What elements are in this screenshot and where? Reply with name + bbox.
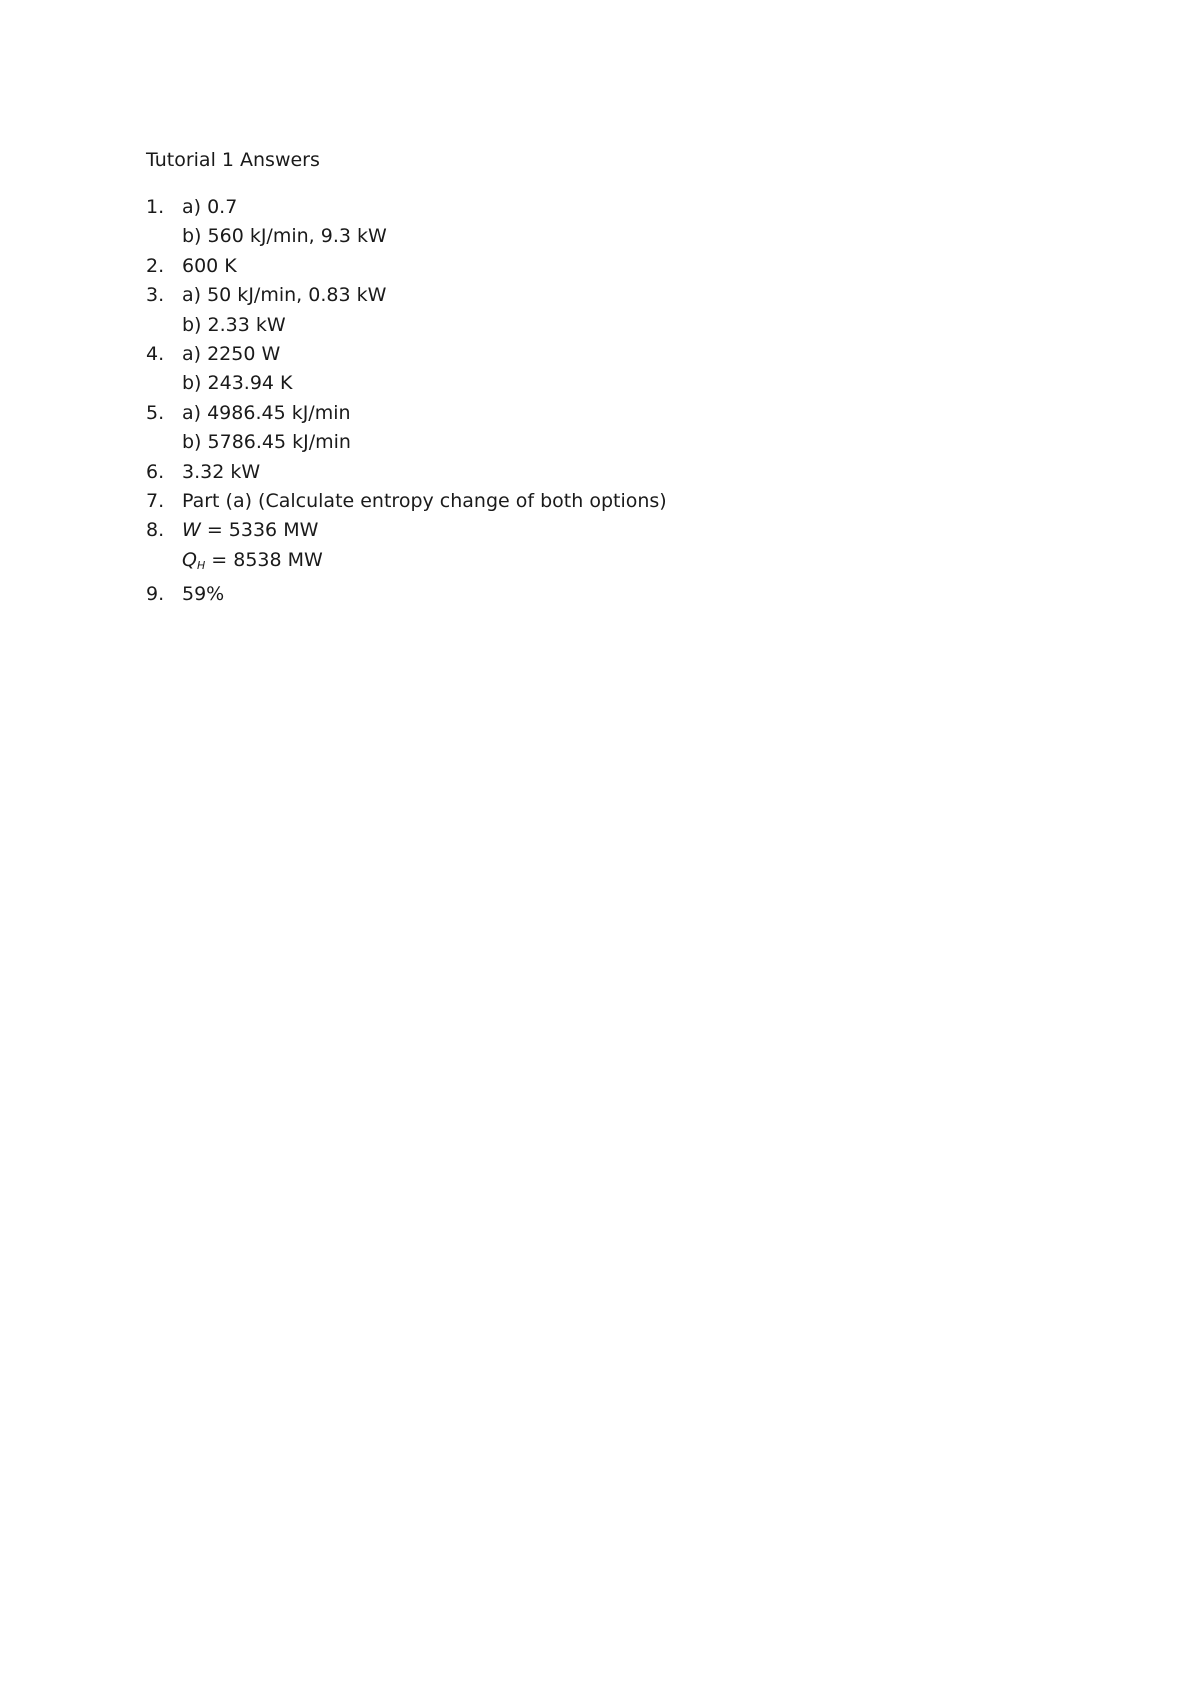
answer-item-7 <box>146 487 667 516</box>
answer-list <box>146 193 667 610</box>
heat-subscript: H <box>196 558 206 572</box>
heat-value: = 8538 MW <box>205 548 323 571</box>
answer-item-9 <box>146 580 667 609</box>
answer-line-work <box>182 516 323 545</box>
answer-number: 9. <box>146 583 165 606</box>
answer-line: a) 50 kJ/min, 0.83 kW <box>182 284 387 307</box>
answer-line: b) 2.33 kW <box>182 313 286 336</box>
answer-line-heat <box>182 546 323 580</box>
answer-line: a) 2250 W <box>182 343 281 366</box>
answer-number: 2. <box>146 254 165 277</box>
answer-number: 1. <box>146 196 165 218</box>
answer-item-2 <box>146 252 667 281</box>
answer-line: Part (a) (Calculate entropy change of both options) <box>182 490 667 513</box>
answer-item-4 <box>146 340 667 399</box>
answer-number: 4. <box>146 343 165 366</box>
answer-line: b) 560 kJ/min, 9.3 kW <box>182 225 387 248</box>
answer-line: b) 243.94 K <box>182 372 293 395</box>
work-symbol: W <box>182 519 201 542</box>
answer-number: 8. <box>146 519 165 542</box>
answer-number: 6. <box>146 460 165 483</box>
answer-line: a) 4986.45 kJ/min <box>182 401 351 424</box>
answer-item-6 <box>146 458 667 487</box>
answer-item-3 <box>146 281 667 340</box>
answer-number: 3. <box>146 284 165 307</box>
work-value: = 5336 MW <box>200 519 319 542</box>
answer-item-1 <box>146 193 667 252</box>
answer-line: a) 0.7 <box>182 196 238 218</box>
answer-line: 3.32 kW <box>182 460 261 483</box>
answer-item-8 <box>146 516 667 580</box>
heat-symbol: Q <box>182 548 197 571</box>
answer-line: 59% <box>182 583 225 606</box>
answer-number: 7. <box>146 490 165 513</box>
answer-line: 600 K <box>182 254 237 277</box>
answer-item-5 <box>146 399 667 458</box>
answer-number: 5. <box>146 401 165 424</box>
document-title: Tutorial 1 Answers <box>146 149 320 171</box>
answer-line: b) 5786.45 kJ/min <box>182 431 351 454</box>
